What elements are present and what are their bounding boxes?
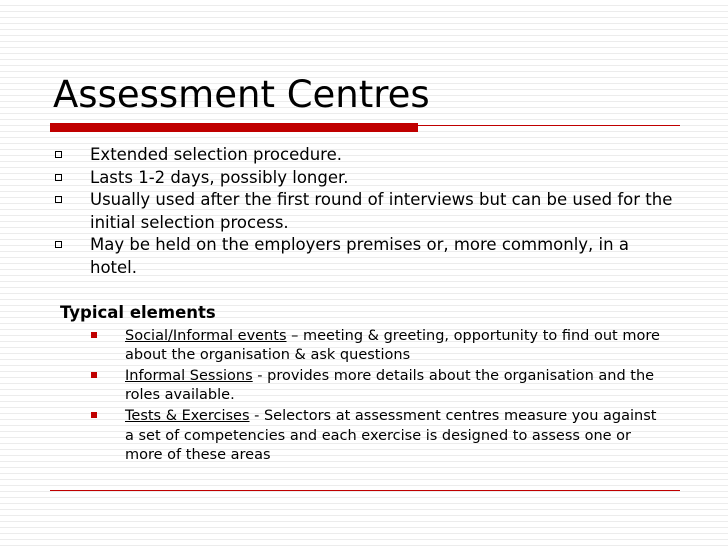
hollow-square-icon [55, 241, 62, 248]
filled-square-icon [91, 412, 97, 418]
filled-square-icon [91, 372, 97, 378]
list-item [88, 367, 668, 404]
element-text: - Selectors at assessment centres measure you against a set of competencies and each exercise is designed to assess one or more of these areas [125, 408, 657, 463]
bullet-text: Usually used after the first round of interviews but can be used for the initial selection process. [90, 190, 673, 232]
hollow-square-icon [55, 151, 62, 158]
bullet-text: Extended selection procedure. [90, 145, 342, 164]
element-body [125, 368, 654, 403]
typical-elements-list [88, 327, 668, 469]
list-item [53, 144, 673, 167]
element-term: Informal Sessions [125, 368, 253, 384]
typical-elements-heading: Typical elements [60, 303, 216, 322]
element-body [125, 328, 660, 363]
element-term: Social/Informal events [125, 328, 287, 344]
list-item [53, 189, 673, 234]
main-bullet-list [53, 144, 673, 279]
filled-square-icon [91, 332, 97, 338]
element-text: - provides more details about the organisation and the roles available. [125, 368, 655, 403]
title-underline-thick [50, 123, 418, 132]
list-item [88, 407, 668, 466]
title-underline-thin [418, 125, 680, 126]
list-item [53, 167, 673, 190]
hollow-square-icon [55, 196, 62, 203]
element-term: Tests & Exercises [125, 408, 250, 424]
footer-rule [50, 490, 680, 491]
bullet-text: Lasts 1-2 days, possibly longer. [90, 167, 349, 187]
slide-title: Assessment Centres [53, 73, 430, 116]
element-text: – meeting & greeting, opportunity to find out more about the organisation & ask questions [125, 328, 660, 363]
list-item [53, 234, 673, 279]
element-body [125, 408, 656, 463]
hollow-square-icon [55, 174, 62, 181]
bullet-text: May be held on the employers premises or, more commonly, in a hotel. [90, 235, 629, 277]
list-item [88, 327, 668, 364]
